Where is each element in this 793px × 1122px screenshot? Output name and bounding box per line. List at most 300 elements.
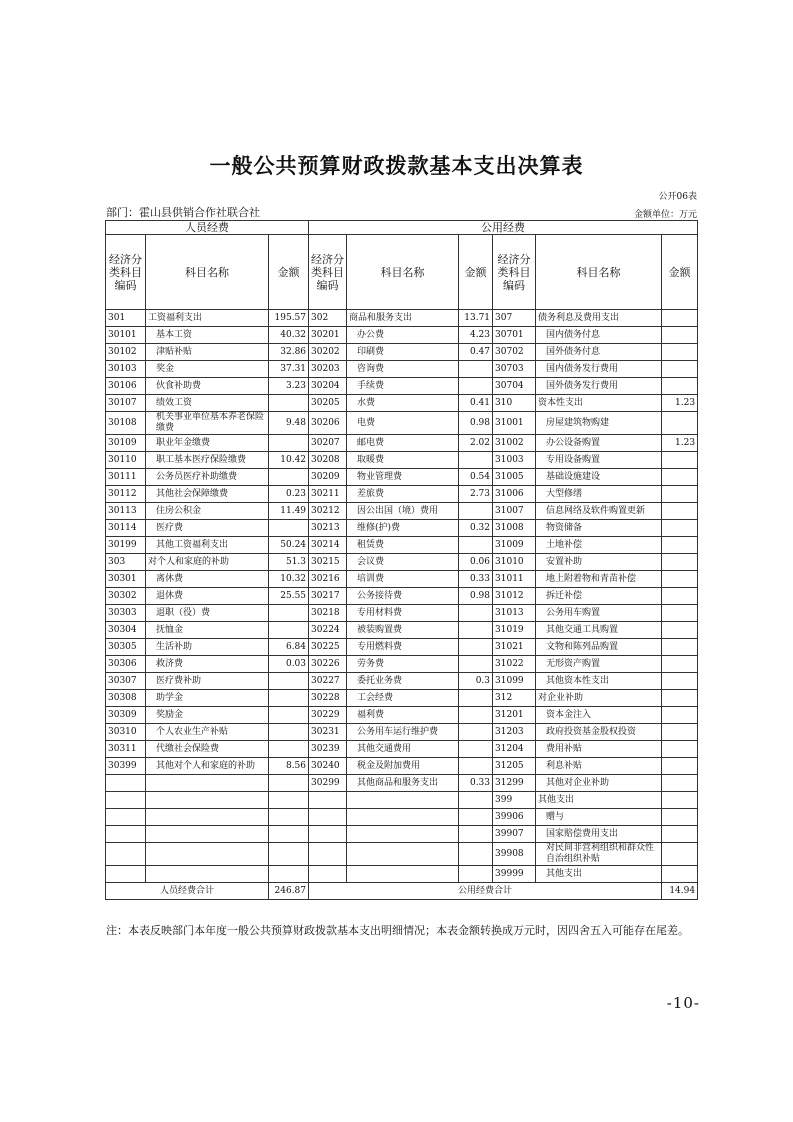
cell-amount: 10.42 <box>269 452 309 469</box>
cell-amount: 0.33 <box>459 571 493 588</box>
cell-code: 31009 <box>493 537 536 554</box>
cell-code: 30217 <box>309 588 347 605</box>
col-header-name: 科目名称 <box>146 235 269 310</box>
cell-code: 30199 <box>106 537 146 554</box>
cell-name: 其他交通费用 <box>347 741 459 758</box>
table-row <box>106 622 698 639</box>
cell-name: 国外债务付息 <box>536 344 662 361</box>
cell-name: 专用设备购置 <box>536 452 662 469</box>
cell-amount <box>269 843 309 866</box>
table-row <box>106 503 698 520</box>
cell-code: 31021 <box>493 639 536 656</box>
cell-amount <box>459 605 493 622</box>
cell-code: 31010 <box>493 554 536 571</box>
cell-name: 国内债务发行费用 <box>536 361 662 378</box>
cell-code: 31006 <box>493 486 536 503</box>
cell-code <box>309 826 347 843</box>
cell-amount <box>662 775 698 792</box>
cell-amount <box>269 826 309 843</box>
cell-name: 资本性支出 <box>536 395 662 412</box>
cell-amount: 195.57 <box>269 310 309 327</box>
cell-code <box>309 792 347 809</box>
table-row <box>106 378 698 395</box>
table-row <box>106 690 698 707</box>
cell-amount <box>662 826 698 843</box>
table-row <box>106 395 698 412</box>
cell-name: 医疗费 <box>146 520 269 537</box>
cell-code: 30107 <box>106 395 146 412</box>
cell-name: 咨询费 <box>347 361 459 378</box>
cell-name: 印刷费 <box>347 344 459 361</box>
cell-code: 30204 <box>309 378 347 395</box>
cell-name: 物资储备 <box>536 520 662 537</box>
cell-code: 30299 <box>309 775 347 792</box>
cell-code: 39999 <box>493 866 536 883</box>
cell-code: 31203 <box>493 724 536 741</box>
cell-name: 职业年金缴费 <box>146 435 269 452</box>
cell-name <box>347 792 459 809</box>
cell-amount: 0.41 <box>459 395 493 412</box>
cell-code <box>106 843 146 866</box>
cell-name: 其他商品和服务支出 <box>347 775 459 792</box>
cell-name: 水费 <box>347 395 459 412</box>
cell-code: 30103 <box>106 361 146 378</box>
cell-name: 电费 <box>347 412 459 435</box>
cell-name <box>146 826 269 843</box>
cell-name: 办公设备购置 <box>536 435 662 452</box>
cell-code: 399 <box>493 792 536 809</box>
cell-amount <box>662 724 698 741</box>
cell-name: 退休费 <box>146 588 269 605</box>
cell-name: 资本金注入 <box>536 707 662 724</box>
table-row <box>106 724 698 741</box>
footnote: 注：本表反映部门本年度一般公共预算财政拨款基本支出明细情况；本表金额转换成万元时，因四舍五入可能存在尾差。 <box>106 924 689 937</box>
cell-code: 30701 <box>493 327 536 344</box>
cell-amount: 0.03 <box>269 656 309 673</box>
cell-amount: 1.23 <box>662 395 698 412</box>
cell-amount <box>269 520 309 537</box>
cell-amount: 0.06 <box>459 554 493 571</box>
cell-name: 救济费 <box>146 656 269 673</box>
cell-name: 手续费 <box>347 378 459 395</box>
cell-code: 30399 <box>106 758 146 775</box>
cell-amount <box>269 673 309 690</box>
cell-name: 对企业补助 <box>536 690 662 707</box>
cell-code: 30225 <box>309 639 347 656</box>
cell-name: 绩效工资 <box>146 395 269 412</box>
cell-amount: 6.84 <box>269 639 309 656</box>
cell-name <box>347 843 459 866</box>
cell-code: 30206 <box>309 412 347 435</box>
cell-code: 30231 <box>309 724 347 741</box>
cell-name: 国外债务发行费用 <box>536 378 662 395</box>
cell-code: 30208 <box>309 452 347 469</box>
cell-amount <box>459 724 493 741</box>
cell-code: 39908 <box>493 843 536 866</box>
amount-unit: 金额单位：万元 <box>633 210 697 220</box>
cell-name: 工会经费 <box>347 690 459 707</box>
cell-amount <box>459 656 493 673</box>
cell-name <box>347 866 459 883</box>
cell-amount <box>459 378 493 395</box>
cell-amount <box>662 843 698 866</box>
cell-code: 30108 <box>106 412 146 435</box>
cell-amount <box>269 775 309 792</box>
cell-name: 公务用车购置 <box>536 605 662 622</box>
cell-name: 土地补偿 <box>536 537 662 554</box>
table-row <box>106 758 698 775</box>
cell-code: 31001 <box>493 412 536 435</box>
cell-amount: 11.49 <box>269 503 309 520</box>
cell-amount <box>459 866 493 883</box>
table-row <box>106 826 698 843</box>
table-row <box>106 412 698 435</box>
cell-amount: 0.98 <box>459 412 493 435</box>
cell-name: 债务利息及费用支出 <box>536 310 662 327</box>
cell-code: 30211 <box>309 486 347 503</box>
cell-name <box>146 775 269 792</box>
cell-amount <box>269 605 309 622</box>
table-row <box>106 469 698 486</box>
cell-amount <box>662 412 698 435</box>
cell-amount <box>662 656 698 673</box>
cell-code: 30106 <box>106 378 146 395</box>
page-number: -10- <box>666 994 700 1012</box>
cell-amount <box>459 361 493 378</box>
cell-name: 其他资本性支出 <box>536 673 662 690</box>
cell-name: 津贴补贴 <box>146 344 269 361</box>
cell-name: 公务接待费 <box>347 588 459 605</box>
cell-amount <box>662 554 698 571</box>
col-header-code: 经济分类科目编码 <box>309 235 347 310</box>
cell-amount <box>662 741 698 758</box>
cell-code: 303 <box>106 554 146 571</box>
cell-name: 委托业务费 <box>347 673 459 690</box>
cell-amount <box>459 843 493 866</box>
cell-amount: 10.32 <box>269 571 309 588</box>
cell-name: 代缴社会保险费 <box>146 741 269 758</box>
cell-name: 差旅费 <box>347 486 459 503</box>
cell-code <box>309 866 347 883</box>
col-header-amount: 金额 <box>269 235 309 310</box>
cell-code: 307 <box>493 310 536 327</box>
cell-name: 文物和陈列品购置 <box>536 639 662 656</box>
cell-amount <box>269 792 309 809</box>
cell-name: 会议费 <box>347 554 459 571</box>
cell-code: 30114 <box>106 520 146 537</box>
cell-amount: 0.23 <box>269 486 309 503</box>
cell-name: 奖金 <box>146 361 269 378</box>
cell-amount <box>662 452 698 469</box>
cell-code: 30213 <box>309 520 347 537</box>
table-row <box>106 707 698 724</box>
cell-amount: 0.98 <box>459 588 493 605</box>
cell-amount <box>459 503 493 520</box>
cell-code: 30704 <box>493 378 536 395</box>
cell-amount <box>459 690 493 707</box>
cell-name: 公务用车运行维护费 <box>347 724 459 741</box>
cell-code: 30214 <box>309 537 347 554</box>
cell-name: 国家赔偿费用支出 <box>536 826 662 843</box>
cell-name: 办公费 <box>347 327 459 344</box>
cell-code: 30209 <box>309 469 347 486</box>
cell-name: 因公出国（境）费用 <box>347 503 459 520</box>
cell-name: 其他支出 <box>536 792 662 809</box>
table-row <box>106 344 698 361</box>
cell-code: 31201 <box>493 707 536 724</box>
table-row <box>106 361 698 378</box>
col-header-name: 科目名称 <box>536 235 662 310</box>
cell-name: 基础设施建设 <box>536 469 662 486</box>
expenditure-table <box>105 220 698 900</box>
cell-amount <box>662 866 698 883</box>
cell-code: 30205 <box>309 395 347 412</box>
cell-amount <box>662 758 698 775</box>
table-row <box>106 537 698 554</box>
cell-name: 拆迁补偿 <box>536 588 662 605</box>
cell-code: 31008 <box>493 520 536 537</box>
cell-name: 邮电费 <box>347 435 459 452</box>
cell-code: 30702 <box>493 344 536 361</box>
cell-code: 31011 <box>493 571 536 588</box>
cell-name: 其他对个人和家庭的补助 <box>146 758 269 775</box>
cell-amount <box>662 588 698 605</box>
cell-name: 其他交通工具购置 <box>536 622 662 639</box>
cell-name: 住房公积金 <box>146 503 269 520</box>
cell-name: 其他社会保障缴费 <box>146 486 269 503</box>
cell-code: 30703 <box>493 361 536 378</box>
cell-name: 生活补助 <box>146 639 269 656</box>
cell-code: 30101 <box>106 327 146 344</box>
cell-amount <box>459 741 493 758</box>
form-number: 公开06表 <box>658 192 697 202</box>
cell-code: 30226 <box>309 656 347 673</box>
cell-name: 奖励金 <box>146 707 269 724</box>
cell-name: 取暖费 <box>347 452 459 469</box>
col-header-name: 科目名称 <box>347 235 459 310</box>
cell-name: 对个人和家庭的补助 <box>146 554 269 571</box>
cell-code: 30112 <box>106 486 146 503</box>
cell-name: 其他工资福利支出 <box>146 537 269 554</box>
cell-amount: 4.23 <box>459 327 493 344</box>
cell-code: 39906 <box>493 809 536 826</box>
cell-name: 基本工资 <box>146 327 269 344</box>
cell-amount <box>662 605 698 622</box>
cell-code: 31204 <box>493 741 536 758</box>
cell-code: 31003 <box>493 452 536 469</box>
table-row <box>106 639 698 656</box>
cell-code: 31012 <box>493 588 536 605</box>
cell-code <box>309 843 347 866</box>
cell-code: 31205 <box>493 758 536 775</box>
cell-code: 30306 <box>106 656 146 673</box>
cell-name <box>146 843 269 866</box>
table-row <box>106 843 698 866</box>
cell-amount <box>662 378 698 395</box>
cell-code: 30240 <box>309 758 347 775</box>
cell-amount: 37.31 <box>269 361 309 378</box>
cell-amount <box>662 503 698 520</box>
cell-code: 31019 <box>493 622 536 639</box>
cell-amount: 9.48 <box>269 412 309 435</box>
cell-name: 其他对企业补助 <box>536 775 662 792</box>
cell-name: 物业管理费 <box>347 469 459 486</box>
cell-name <box>146 866 269 883</box>
cell-code: 30239 <box>309 741 347 758</box>
cell-amount: 0.32 <box>459 520 493 537</box>
cell-name: 税金及附加费用 <box>347 758 459 775</box>
cell-amount: 50.24 <box>269 537 309 554</box>
col-header-amount: 金额 <box>662 235 698 310</box>
cell-code <box>106 826 146 843</box>
cell-code: 31099 <box>493 673 536 690</box>
cell-amount: 51.3 <box>269 554 309 571</box>
table-row <box>106 452 698 469</box>
cell-code: 310 <box>493 395 536 412</box>
cell-amount <box>662 486 698 503</box>
personnel-total-value: 246.87 <box>269 883 309 900</box>
cell-amount: 32.86 <box>269 344 309 361</box>
cell-amount <box>269 469 309 486</box>
cell-amount <box>662 690 698 707</box>
cell-code: 30110 <box>106 452 146 469</box>
cell-code: 31022 <box>493 656 536 673</box>
cell-name <box>146 809 269 826</box>
cell-amount <box>269 866 309 883</box>
cell-amount <box>662 622 698 639</box>
cell-code: 301 <box>106 310 146 327</box>
cell-amount: 0.33 <box>459 775 493 792</box>
cell-code <box>106 809 146 826</box>
cell-amount <box>459 639 493 656</box>
cell-name: 专用材料费 <box>347 605 459 622</box>
cell-amount <box>662 310 698 327</box>
cell-code: 30227 <box>309 673 347 690</box>
cell-code: 30109 <box>106 435 146 452</box>
cell-code <box>106 775 146 792</box>
department-label: 部门：霍山县供销合作社联合社 <box>106 206 260 219</box>
table-row <box>106 673 698 690</box>
section-header-public: 公用经费 <box>309 221 698 235</box>
table-row <box>106 792 698 809</box>
cell-name: 培训费 <box>347 571 459 588</box>
cell-code: 30310 <box>106 724 146 741</box>
table-row <box>106 741 698 758</box>
cell-name: 利息补贴 <box>536 758 662 775</box>
cell-amount <box>269 622 309 639</box>
cell-name: 退职（役）费 <box>146 605 269 622</box>
cell-code: 31002 <box>493 435 536 452</box>
cell-name: 商品和服务支出 <box>347 310 459 327</box>
cell-amount <box>459 792 493 809</box>
cell-amount <box>459 622 493 639</box>
cell-code: 30303 <box>106 605 146 622</box>
cell-code: 30218 <box>309 605 347 622</box>
cell-name: 被装购置费 <box>347 622 459 639</box>
table-row <box>106 588 698 605</box>
cell-code: 30229 <box>309 707 347 724</box>
cell-name: 信息网络及软件购置更新 <box>536 503 662 520</box>
cell-name: 费用补贴 <box>536 741 662 758</box>
cell-code: 30309 <box>106 707 146 724</box>
cell-code: 30308 <box>106 690 146 707</box>
cell-amount <box>459 707 493 724</box>
cell-amount <box>662 809 698 826</box>
cell-code: 30305 <box>106 639 146 656</box>
cell-code: 30203 <box>309 361 347 378</box>
cell-code: 30201 <box>309 327 347 344</box>
cell-code: 31299 <box>493 775 536 792</box>
table-row <box>106 310 698 327</box>
cell-amount <box>269 724 309 741</box>
cell-name: 政府投资基金股权投资 <box>536 724 662 741</box>
col-header-code: 经济分类科目编码 <box>493 235 536 310</box>
cell-amount <box>662 792 698 809</box>
cell-code: 312 <box>493 690 536 707</box>
page-title: 一般公共预算财政拨款基本支出决算表 <box>209 153 584 178</box>
cell-code <box>106 866 146 883</box>
public-total-label: 公用经费合计 <box>309 883 662 900</box>
table-row <box>106 486 698 503</box>
cell-name: 安置补助 <box>536 554 662 571</box>
personnel-total-label: 人员经费合计 <box>106 883 269 900</box>
table-row <box>106 605 698 622</box>
cell-amount <box>269 690 309 707</box>
cell-code: 30301 <box>106 571 146 588</box>
cell-amount: 2.02 <box>459 435 493 452</box>
cell-amount: 13.71 <box>459 310 493 327</box>
cell-name: 职工基本医疗保险缴费 <box>146 452 269 469</box>
table-row <box>106 554 698 571</box>
cell-name: 工资福利支出 <box>146 310 269 327</box>
cell-amount <box>662 537 698 554</box>
cell-code: 31005 <box>493 469 536 486</box>
cell-code: 302 <box>309 310 347 327</box>
cell-amount <box>662 673 698 690</box>
cell-amount <box>662 639 698 656</box>
cell-name: 公务员医疗补助缴费 <box>146 469 269 486</box>
cell-name: 租赁费 <box>347 537 459 554</box>
col-header-code: 经济分类科目编码 <box>106 235 146 310</box>
cell-code <box>309 809 347 826</box>
cell-amount <box>662 469 698 486</box>
cell-amount: 1.23 <box>662 435 698 452</box>
cell-name: 维修(护)费 <box>347 520 459 537</box>
cell-name <box>347 826 459 843</box>
cell-code: 30224 <box>309 622 347 639</box>
cell-amount <box>662 571 698 588</box>
cell-code: 30216 <box>309 571 347 588</box>
cell-code: 30307 <box>106 673 146 690</box>
cell-amount <box>662 344 698 361</box>
cell-name: 其他支出 <box>536 866 662 883</box>
table-row <box>106 656 698 673</box>
cell-code: 30228 <box>309 690 347 707</box>
cell-amount <box>459 452 493 469</box>
cell-code: 30311 <box>106 741 146 758</box>
cell-name: 离休费 <box>146 571 269 588</box>
cell-amount <box>269 809 309 826</box>
table-row <box>106 571 698 588</box>
cell-amount <box>269 741 309 758</box>
cell-amount: 25.55 <box>269 588 309 605</box>
cell-amount <box>459 809 493 826</box>
cell-code: 30102 <box>106 344 146 361</box>
cell-name: 机关事业单位基本养老保险缴费 <box>146 412 269 435</box>
cell-code: 39907 <box>493 826 536 843</box>
table-row <box>106 866 698 883</box>
cell-name: 助学金 <box>146 690 269 707</box>
